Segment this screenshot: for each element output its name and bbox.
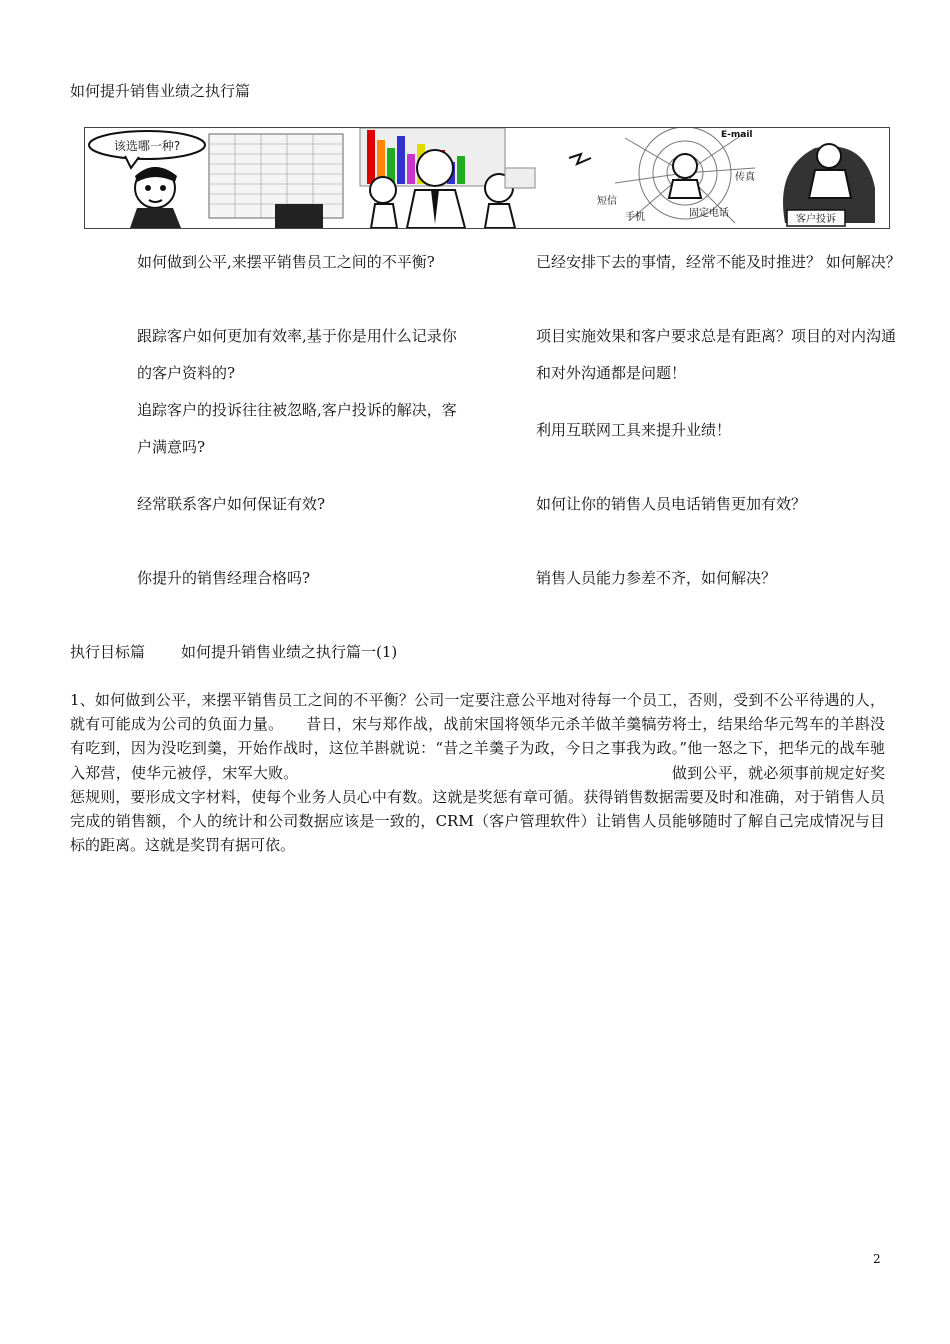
panel-web	[569, 128, 756, 223]
page-number: 2	[873, 1252, 881, 1266]
section-label: 执行目标篇	[70, 643, 146, 661]
banner-cartoon	[85, 128, 889, 228]
spider-label-mobile: 手机	[625, 212, 645, 223]
panel-chart	[360, 128, 535, 228]
complaint-label: 客户投诉	[796, 214, 836, 225]
body-paragraph: 1、如何做到公平，来摆平销售员工之间的不平衡？公司一定要注意公平地对待每一个员工，否则，受到不公平待遇的人，就有可能成为公司的负面力量。 昔日，宋与郑作战，战前宋国将领华元杀羊做羊羹犒劳将士，结果给华元驾车的羊斟没有吃到，因为没吃到羹，开始作战时，这位羊斟就说：“昔之羊羹子为政，今日之事我为政。”他一怒之下，把华元的战车驰入郑营，使华元被俘，宋军大败。 做到公平，就必须事前规定好奖惩规则，要形成文字材料，使每个业务人员心中有数。这就是奖惩有章可循。获得销售数据需要及时和准确，对于销售人员完成的销售额，个人的统计和公司数据应该是一致的，CRM（客户管理软件）让销售人员能够随时了解自己完成情况与目标的距离。这就是奖罚有据可依。	[70, 691, 885, 855]
document-title: 如何提升销售业绩之执行篇	[70, 82, 251, 100]
section-heading	[70, 641, 397, 662]
spider-label-fax: 传真	[735, 172, 755, 183]
question-left-4: 经常联系客户如何保证有效?	[137, 495, 326, 513]
panel-choice	[89, 131, 343, 228]
question-right-5: 销售人员能力参差不齐，如何解决？	[536, 569, 777, 587]
panel-complaint	[783, 144, 875, 226]
banner-illustration	[84, 127, 890, 229]
question-left-1: 如何做到公平,来摆平销售员工之间的不平衡?	[137, 253, 435, 271]
spider-label-email: E-mail	[721, 130, 753, 140]
question-left-3: 追踪客户的投诉往往被忽略,客户投诉的解决，客户满意吗?	[137, 401, 457, 456]
question-right-4: 如何让你的销售人员电话销售更加有效？	[536, 495, 807, 513]
section-title: 如何提升销售业绩之执行篇一(1)	[181, 643, 398, 661]
question-left-2: 跟踪客户如何更加有效率,基于你是用什么记录你的客户资料的?	[137, 327, 457, 382]
spider-label-sms: 短信	[597, 196, 617, 207]
question-right-1: 已经安排下去的事情，经常不能及时推进？ 如何解决？	[536, 253, 901, 271]
bubble-text: 该选哪一种?	[113, 139, 181, 153]
spider-label-landline: 固定电话	[689, 208, 729, 219]
question-left-5: 你提升的销售经理合格吗?	[137, 569, 311, 587]
question-right-2: 项目实施效果和客户要求总是有距离？项目的对内沟通和对外沟通都是问题！	[536, 327, 897, 382]
question-right-3: 利用互联网工具来提升业绩！	[536, 421, 732, 439]
